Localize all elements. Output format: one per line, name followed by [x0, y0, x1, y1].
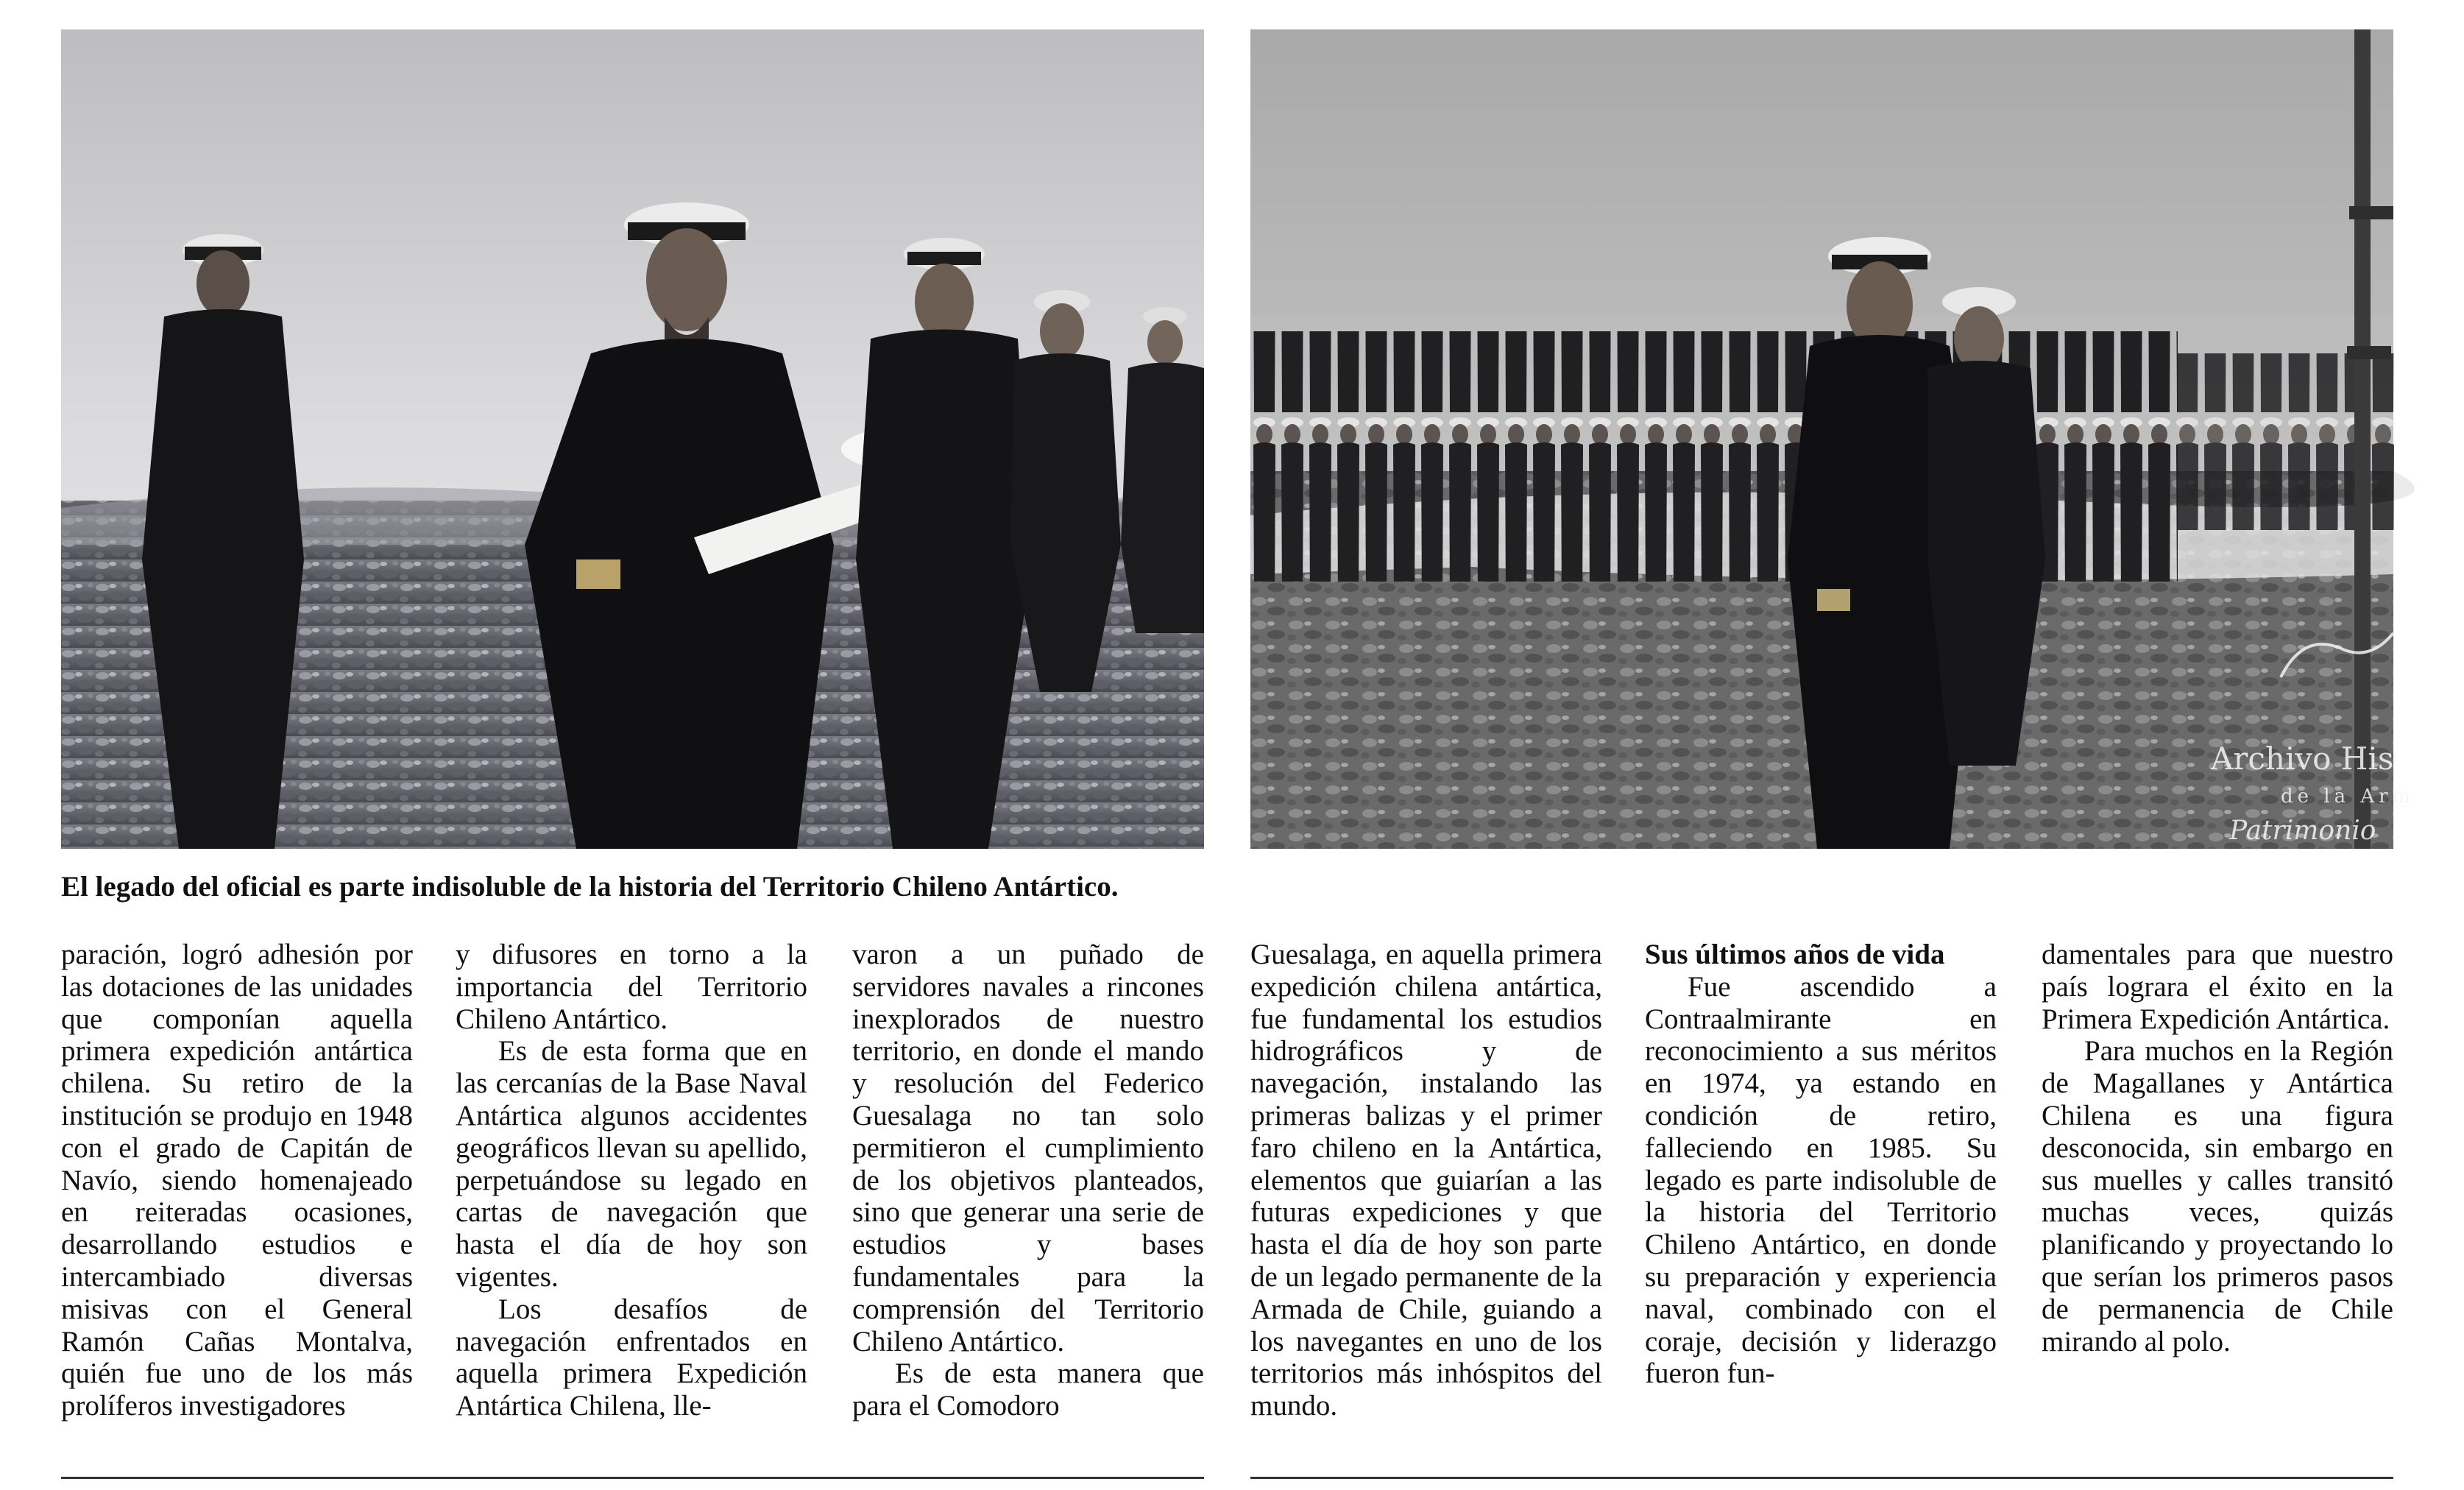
article-column-6: [2042, 939, 2393, 1461]
bottom-rule-right: [1250, 1477, 2393, 1479]
photo-officers-proclamation-image: [61, 29, 1204, 849]
paragraph: Los desafíos de navegación enfrentados en aquella primera Expedición Antártica Chilena, lle-: [456, 1293, 807, 1422]
section-heading: Sus últimos años de vida: [1645, 939, 1945, 970]
paragraph: damentales para que nuestro país lograra el éxito en la Primera Expedición Antártica.: [2042, 939, 2393, 1035]
bottom-rule-left: [61, 1477, 1204, 1479]
article-column-5: [1645, 939, 1997, 1461]
paragraph: Es de esta manera que para el Comodoro: [852, 1357, 1204, 1422]
paragraph: paración, logró adhesión por las dotaciones de las unidades que componían aquella primera expedición antártica chilena. Su retiro de la institución se produjo en 1948 con el grado de Capitán de Navío, siendo homenajeado en reiteradas ocasiones, desarrollando estudios e intercambiado diversas misivas con el General Ramón Cañas Montalva, quién fue uno de los más prolíferos investigadores: [61, 939, 413, 1422]
paragraph: varon a un puñado de servidores navales a rincones inexplorados de nuestro territorio, en donde el mando y resolución del Federico Guesalaga no tan solo permitieron el cumplimiento de los objetivos planteados, sino que generar una serie de estudios y bases fundamentales para la comprensión del Territorio Chileno Antártico.: [852, 939, 1204, 1357]
photo-officers-before-crew-image: [1250, 29, 2415, 849]
paragraph: Fue ascendido a Contraalmirante en reconocimiento a sus méritos en 1974, ya estando en condición de retiro, falleciendo en 1985. Su legado es parte indisoluble de la historia del Territorio Chileno Antártico, en donde su preparación y experiencia naval, combinado con el coraje, decisión y liderazgo fueron fun-: [1645, 970, 1997, 1390]
photo-caption: El legado del oficial es parte indisoluble de la historia del Territorio Chileno Antártico.: [61, 871, 1119, 903]
paragraph: Es de esta forma que en las cercanías de la Base Naval Antártica algunos accidentes geográficos llevan su apellido, perpetuándose su legado en cartas de navegación que hasta el día de hoy son vigentes.: [456, 1035, 807, 1293]
svg-text:Patrimonio: Patrimonio: [2229, 816, 2376, 846]
article-column-2: [456, 939, 807, 1461]
article-column-4: [1250, 939, 1602, 1461]
article-column-1: [61, 939, 413, 1461]
photo-officers-proclamation: [61, 29, 1204, 849]
svg-text:de la Arm: de la Arm: [2281, 785, 2415, 808]
article-column-3: [852, 939, 1204, 1461]
paragraph: Guesalaga, en aquella primera expedición chilena antártica, fue fundamental los estudios hidrográficos y de navegación, instalando las primeras balizas y el primer faro chileno en la Antártica, elementos que guiarían a las futuras expediciones y que hasta el día de hoy son parte de un legado permanente de la Armada de Chile, guiando a los navegantes en uno de los territorios más inhóspitos del mundo.: [1250, 939, 1602, 1422]
paragraph: y difusores en torno a la importancia del Territorio Chileno Antártico.: [456, 939, 807, 1035]
photo-officers-before-crew: [1250, 29, 2415, 849]
svg-text:Archivo His: Archivo His: [2211, 741, 2394, 777]
paragraph: Para muchos en la Región de Magallanes y Antártica Chilena es una figura desconocida, sin embargo en sus muelles y calles transitó muchas veces, quizás planificando y proyectando lo que serían los primeros pasos de permanencia de Chile mirando al polo.: [2042, 1035, 2393, 1357]
